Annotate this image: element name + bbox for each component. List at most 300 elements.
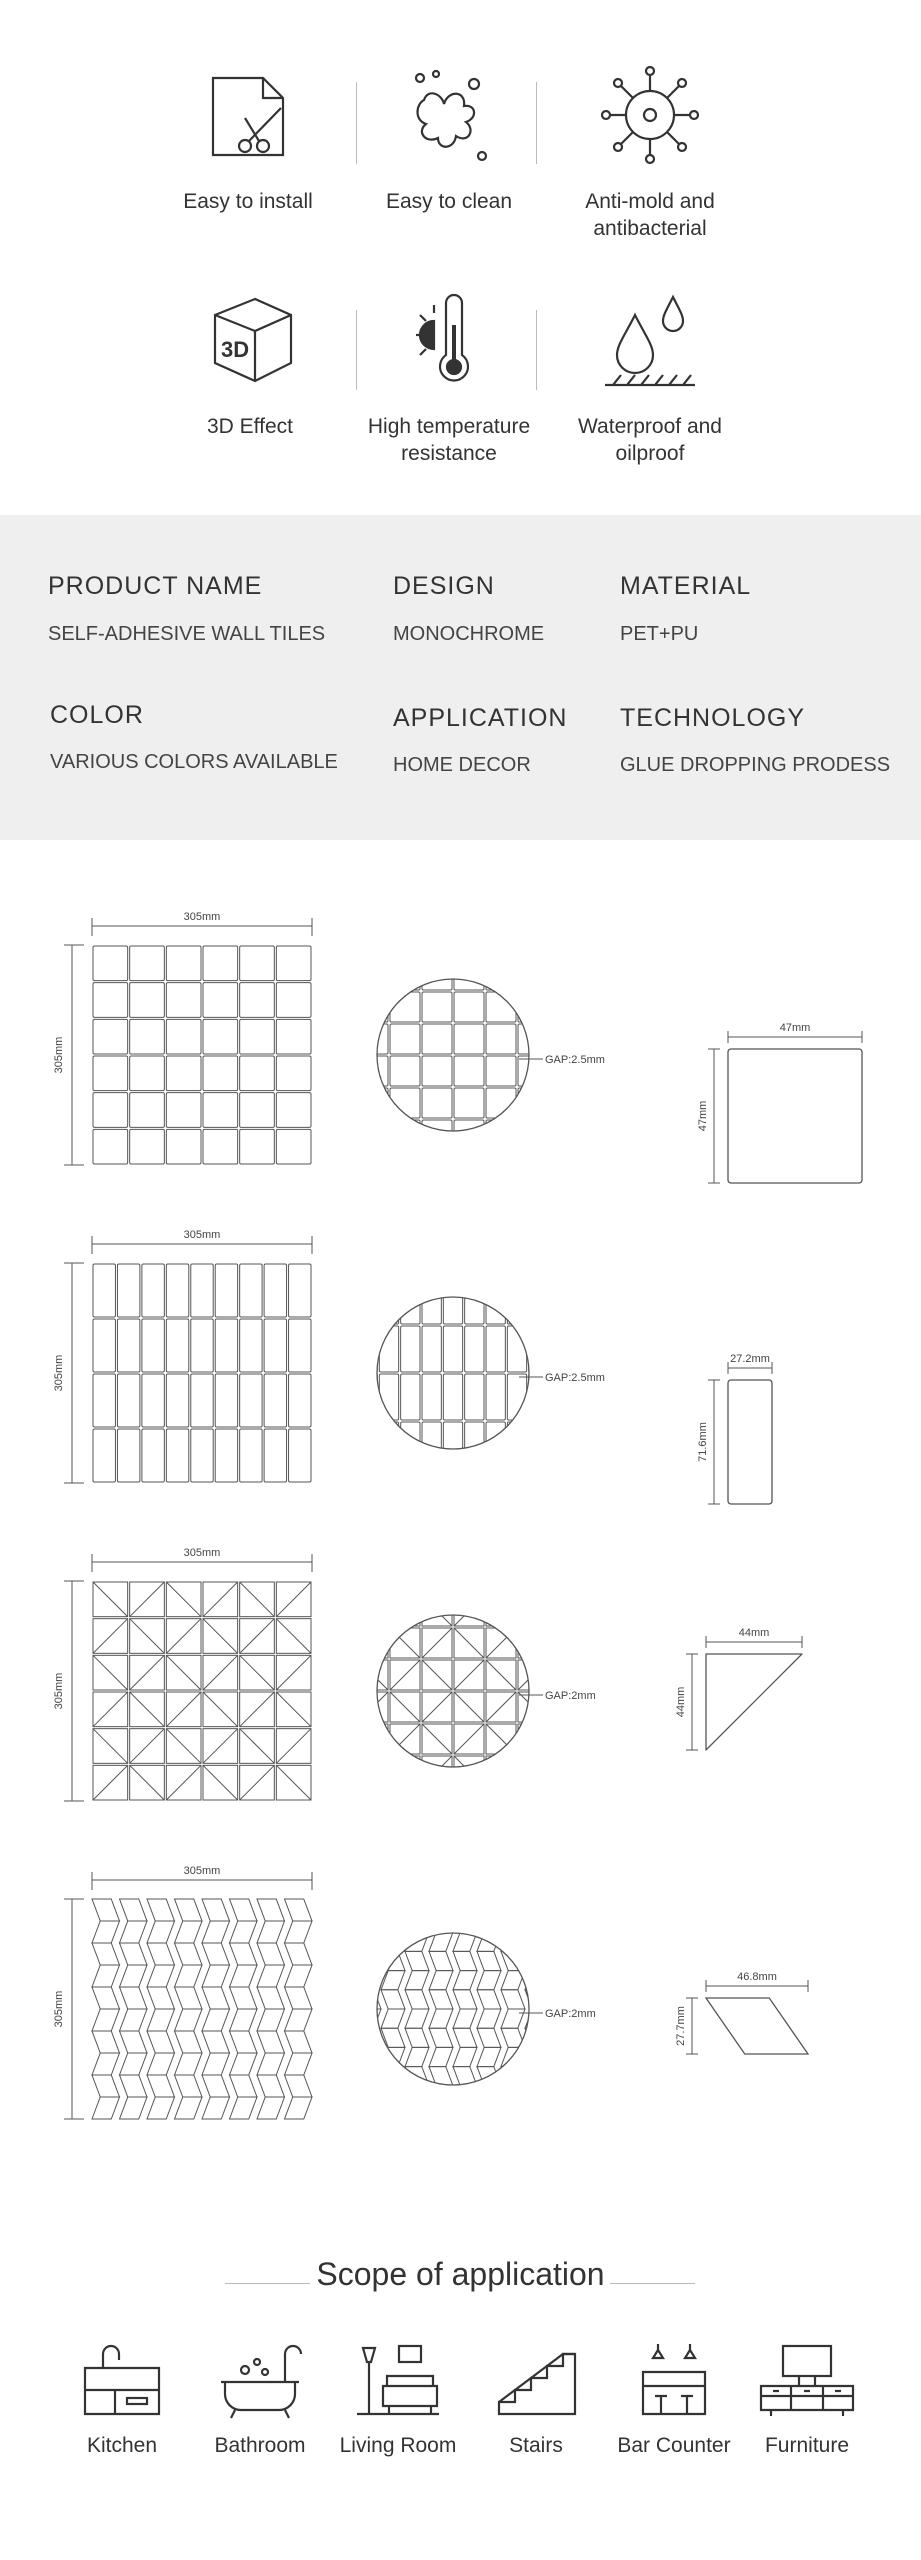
tile [477, 2086, 501, 2105]
tile-diagonal [203, 1655, 238, 1690]
tile-diagonal [422, 1628, 452, 1658]
tile-diagonal [518, 1692, 548, 1722]
divider [536, 310, 537, 390]
tile-width-label: 47mm [779, 1022, 811, 1034]
tile [501, 2067, 525, 2086]
tile [130, 1093, 165, 1128]
tile-height-label: 27.7mm [675, 2006, 687, 2046]
tile [405, 1913, 429, 1932]
tile [120, 1987, 148, 2009]
tile [257, 1899, 285, 1921]
application-label: Stairs [509, 2434, 563, 2457]
sheet-height-label: 305mm [53, 1672, 65, 1710]
tile [92, 2053, 120, 2075]
tile [257, 2031, 285, 2053]
tile-diagonal [358, 1628, 388, 1658]
tile [486, 1278, 505, 1324]
feature-label: Easy to install [183, 190, 313, 213]
tile [147, 2097, 175, 2119]
tile [507, 1278, 526, 1324]
tile [215, 1429, 237, 1482]
tile [240, 1093, 275, 1128]
tile [93, 1129, 128, 1164]
tile-diagonal [422, 1692, 452, 1722]
tile [525, 1932, 549, 1951]
tile [257, 2009, 285, 2031]
tile [381, 1990, 405, 2009]
spec-value: SELF-ADHESIVE WALL TILES [48, 623, 326, 645]
tile [518, 1120, 548, 1150]
tile [518, 1056, 548, 1086]
tile [130, 1129, 165, 1164]
feature-label: High temperature resistance [367, 415, 531, 465]
tile [285, 1943, 313, 1965]
bar-counter-icon [629, 2340, 719, 2420]
gap-label: GAP:2.5mm [545, 1372, 605, 1384]
tile [405, 1971, 429, 1990]
tile [501, 2028, 525, 2047]
tile [518, 1088, 548, 1118]
tile-diagonal [422, 1660, 452, 1690]
tile [358, 1596, 388, 1626]
tile [529, 1278, 548, 1324]
tile-height-label: 44mm [675, 1686, 687, 1718]
tile [405, 2047, 429, 2066]
tile [501, 1951, 525, 1970]
tile [357, 2028, 381, 2047]
tile [92, 2009, 120, 2031]
specs-panel [0, 515, 921, 840]
tile [381, 1971, 405, 1990]
tile-diagonal [240, 1692, 275, 1727]
title-rule-right [610, 2283, 695, 2284]
tile-diagonal [240, 1655, 275, 1690]
tile [422, 1374, 441, 1420]
tile [93, 1093, 128, 1128]
tile-diagonal [454, 1596, 484, 1626]
spec-heading: TECHNOLOGY [620, 704, 806, 732]
tile [175, 2031, 203, 2053]
tile [465, 1326, 484, 1372]
detail-circle [377, 979, 529, 1131]
sheet-height-label: 305mm [53, 1990, 65, 2028]
tile [429, 2028, 453, 2047]
tile [175, 2075, 203, 2097]
tile [202, 2009, 230, 2031]
tile [486, 1024, 516, 1054]
tile-diagonal [166, 1692, 201, 1727]
tile [93, 1019, 128, 1054]
tile [429, 1971, 453, 1990]
tile [422, 1422, 441, 1468]
tile [276, 946, 311, 981]
tile [120, 1965, 148, 1987]
tile [405, 2009, 429, 2028]
tile [147, 2009, 175, 2031]
tile [501, 2086, 525, 2105]
tile [240, 1374, 262, 1427]
tile [240, 1019, 275, 1054]
tile-width-label: 27.2mm [730, 1353, 770, 1365]
sheet-width-label: 305mm [183, 911, 221, 923]
tile [93, 1429, 115, 1482]
tile-diagonal [203, 1692, 238, 1727]
tile-diagonal [240, 1619, 275, 1654]
tile [518, 1024, 548, 1054]
tile [443, 1278, 462, 1324]
tile-diagonal [422, 1756, 452, 1786]
sheet-width-label: 305mm [183, 1547, 221, 1559]
gap-label: GAP:2.5mm [545, 1054, 605, 1066]
tile [257, 1987, 285, 2009]
tile [454, 1088, 484, 1118]
tile [166, 983, 201, 1018]
furniture-icon [757, 2340, 857, 2420]
sheet-triangle [93, 1582, 311, 1800]
tile [92, 2031, 120, 2053]
tile [93, 1319, 115, 1372]
tile [357, 1913, 381, 1932]
tile-diagonal [454, 1628, 484, 1658]
tile-diagonal [390, 1660, 420, 1690]
thermometer-icon [394, 285, 504, 395]
tile-diagonal [166, 1655, 201, 1690]
tile [175, 2009, 203, 2031]
tile [358, 1056, 388, 1086]
tile-diagonal [93, 1729, 128, 1764]
tile [93, 983, 128, 1018]
tile [525, 2086, 549, 2105]
tile [465, 1422, 484, 1468]
tile [358, 1024, 388, 1054]
tile-diagonal [454, 1692, 484, 1722]
application-label: Furniture [764, 2434, 850, 2457]
tile-diagonal [454, 1660, 484, 1690]
tile [264, 1374, 286, 1427]
tile [453, 1913, 477, 1932]
tile [357, 1932, 381, 1951]
tile [381, 1932, 405, 1951]
tile [203, 1129, 238, 1164]
tile [147, 2031, 175, 2053]
tile [289, 1264, 311, 1317]
tile [501, 1971, 525, 1990]
tile [486, 1120, 516, 1150]
tile [358, 1756, 388, 1786]
sheet-height-label: 305mm [53, 1036, 65, 1074]
virus-icon [595, 60, 705, 170]
tile-diagonal [486, 1756, 516, 1786]
tile [175, 2053, 203, 2075]
tile [117, 1319, 139, 1372]
tile [166, 1019, 201, 1054]
tile [501, 1932, 525, 1951]
application-bathroom [190, 2340, 330, 2458]
tile-diagonal [166, 1582, 201, 1617]
tile [175, 1943, 203, 1965]
tile [381, 2086, 405, 2105]
tile [191, 1264, 213, 1317]
detail-circle [377, 1297, 529, 1449]
tile-diagonal [422, 1724, 452, 1754]
tile [92, 1921, 120, 1943]
tile [92, 1987, 120, 2009]
feature-waterproof [550, 285, 750, 467]
tile [117, 1429, 139, 1482]
tile [166, 1093, 201, 1128]
tile [166, 1264, 188, 1317]
tile [405, 1951, 429, 1970]
tile [390, 1024, 420, 1054]
feature-easy-install [148, 60, 348, 215]
tile [429, 2086, 453, 2105]
tile-diagonal [166, 1729, 201, 1764]
spec-heading: DESIGN [393, 572, 495, 600]
tile-diagonal [454, 1756, 484, 1786]
tile [257, 1921, 285, 1943]
tile [525, 2047, 549, 2066]
tile [453, 1971, 477, 1990]
kitchen-icon [77, 2340, 167, 2420]
tile [486, 1374, 505, 1420]
tile [486, 1596, 516, 1626]
tile [357, 2067, 381, 2086]
tile [453, 1990, 477, 2009]
sheet-square [93, 946, 311, 1164]
tile [454, 1024, 484, 1054]
tile [422, 1056, 452, 1086]
sheet-rectangle [93, 1264, 311, 1482]
spec-heading: MATERIAL [620, 572, 752, 600]
tile-diagonal [130, 1619, 165, 1654]
tile [285, 1899, 313, 1921]
tile [285, 1987, 313, 2009]
tile [518, 1756, 548, 1786]
tile [453, 2028, 477, 2047]
application-kitchen [52, 2340, 192, 2458]
tile-diagonal [358, 1660, 388, 1690]
tile [285, 1921, 313, 1943]
tile [175, 1987, 203, 2009]
tile-diagonal [518, 1596, 548, 1626]
feature-antibacterial [550, 60, 750, 242]
tile [405, 2028, 429, 2047]
tile [381, 1913, 405, 1932]
tile [257, 2075, 285, 2097]
tile [285, 2097, 313, 2119]
tile [257, 2053, 285, 2075]
tile [501, 2009, 525, 2028]
tile [507, 1422, 526, 1468]
tile [130, 1019, 165, 1054]
tile [285, 2009, 313, 2031]
tile [147, 1987, 175, 2009]
tile [289, 1319, 311, 1372]
tile [486, 1056, 516, 1086]
gap-label: GAP:2mm [545, 1690, 596, 1702]
tile [240, 946, 275, 981]
feature-3d-effect [150, 285, 350, 440]
single-tile [728, 1380, 772, 1504]
tile [379, 1278, 398, 1324]
tile-diagonal [93, 1765, 128, 1800]
tile-diagrams [0, 890, 921, 2190]
tile [390, 960, 420, 990]
tile [357, 2086, 381, 2105]
tile-height-label: 71.6mm [697, 1422, 709, 1462]
tile-diagonal [130, 1582, 165, 1617]
svg-text:3D: 3D [221, 337, 250, 362]
tile [443, 1422, 462, 1468]
tile [453, 2067, 477, 2086]
tile [147, 1965, 175, 1987]
tile-diagonal [203, 1729, 238, 1764]
detail-square [358, 960, 548, 1150]
splash-icon [394, 60, 504, 170]
spec-heading: APPLICATION [393, 704, 568, 732]
tile [202, 1899, 230, 1921]
tile [276, 1019, 311, 1054]
tile [120, 2097, 148, 2119]
tile [230, 2075, 258, 2097]
3d-cube-icon [195, 285, 305, 395]
tile [529, 1422, 548, 1468]
tile-diagonal [240, 1582, 275, 1617]
tile-width-label: 46.8mm [737, 1971, 777, 1983]
tile [257, 1943, 285, 1965]
bathtub-icon [215, 2340, 305, 2420]
tile [175, 1965, 203, 1987]
tile [429, 1990, 453, 2009]
tile [285, 1965, 313, 1987]
tile [240, 1129, 275, 1164]
tile-diagonal [390, 1756, 420, 1786]
tile-diagonal [358, 1756, 388, 1786]
tile-diagonal [276, 1582, 311, 1617]
tile [142, 1319, 164, 1372]
tile [518, 960, 548, 990]
tile [429, 1932, 453, 1951]
tile [257, 1965, 285, 1987]
tile [230, 1899, 258, 1921]
tile [486, 1326, 505, 1372]
tile [285, 2031, 313, 2053]
tile [501, 2047, 525, 2066]
tile [230, 1965, 258, 1987]
tile [202, 1943, 230, 1965]
tile-diagonal [276, 1765, 311, 1800]
tile [429, 1913, 453, 1932]
tile [166, 1056, 201, 1091]
feature-easy-clean [349, 60, 549, 215]
tile [276, 983, 311, 1018]
tile [501, 1990, 525, 2009]
tile [429, 2047, 453, 2066]
tile-diagonal [130, 1692, 165, 1727]
tile-diagonal [93, 1655, 128, 1690]
tile [166, 946, 201, 981]
tile-diagonal [240, 1729, 275, 1764]
tile [230, 2053, 258, 2075]
tile [477, 1990, 501, 2009]
detail-triangle [358, 1596, 548, 1786]
tile [240, 1056, 275, 1091]
tile [120, 2075, 148, 2097]
tile [191, 1429, 213, 1482]
tile [230, 2097, 258, 2119]
tile [230, 1921, 258, 1943]
tile-diagonal [358, 1692, 388, 1722]
single-tile [706, 1998, 808, 2054]
tile [454, 1056, 484, 1086]
tile [525, 1913, 549, 1932]
tile [390, 1596, 420, 1626]
spec-value: GLUE DROPPING PRODESS [620, 754, 891, 776]
tile [147, 2075, 175, 2097]
tile [264, 1264, 286, 1317]
tile-diagonal [390, 1596, 420, 1626]
tile [120, 2031, 148, 2053]
tile [215, 1264, 237, 1317]
tile [453, 1951, 477, 1970]
tile [289, 1429, 311, 1482]
tile [501, 1913, 525, 1932]
tile [465, 1374, 484, 1420]
single-tile [706, 1654, 802, 1750]
tile [130, 1056, 165, 1091]
tile-diagonal [130, 1655, 165, 1690]
tile [358, 1278, 377, 1324]
stairs-icon [491, 2340, 581, 2420]
tile-height-label: 47mm [697, 1100, 709, 1132]
application-living-room [328, 2340, 468, 2458]
tile [443, 1374, 462, 1420]
sheet-height-label: 305mm [53, 1354, 65, 1392]
tile [477, 1951, 501, 1970]
tile [230, 1987, 258, 2009]
tile [203, 1056, 238, 1091]
tile [486, 1756, 516, 1786]
tile [379, 1422, 398, 1468]
tile [203, 946, 238, 981]
tile [92, 2097, 120, 2119]
tile-diagonal [203, 1619, 238, 1654]
tile [381, 2009, 405, 2028]
tile-diagonal [93, 1582, 128, 1617]
tile [357, 1951, 381, 1970]
tile [202, 1965, 230, 1987]
feature-high-temperature [349, 285, 549, 467]
tile [230, 1943, 258, 1965]
tile [422, 1278, 441, 1324]
spec-heading: COLOR [50, 701, 144, 729]
tile [422, 1120, 452, 1150]
tile [358, 960, 388, 990]
tile [454, 1120, 484, 1150]
tile-width-label: 44mm [738, 1627, 770, 1639]
tile [465, 1278, 484, 1324]
tile [477, 2009, 501, 2028]
application-label: Living Room [339, 2434, 457, 2457]
tile [422, 1024, 452, 1054]
tile-diagonal [166, 1619, 201, 1654]
tile [390, 1756, 420, 1786]
tile-diagonal [276, 1692, 311, 1727]
tile [202, 1921, 230, 1943]
tile [202, 2097, 230, 2119]
tile [443, 1326, 462, 1372]
tile [429, 2067, 453, 2086]
